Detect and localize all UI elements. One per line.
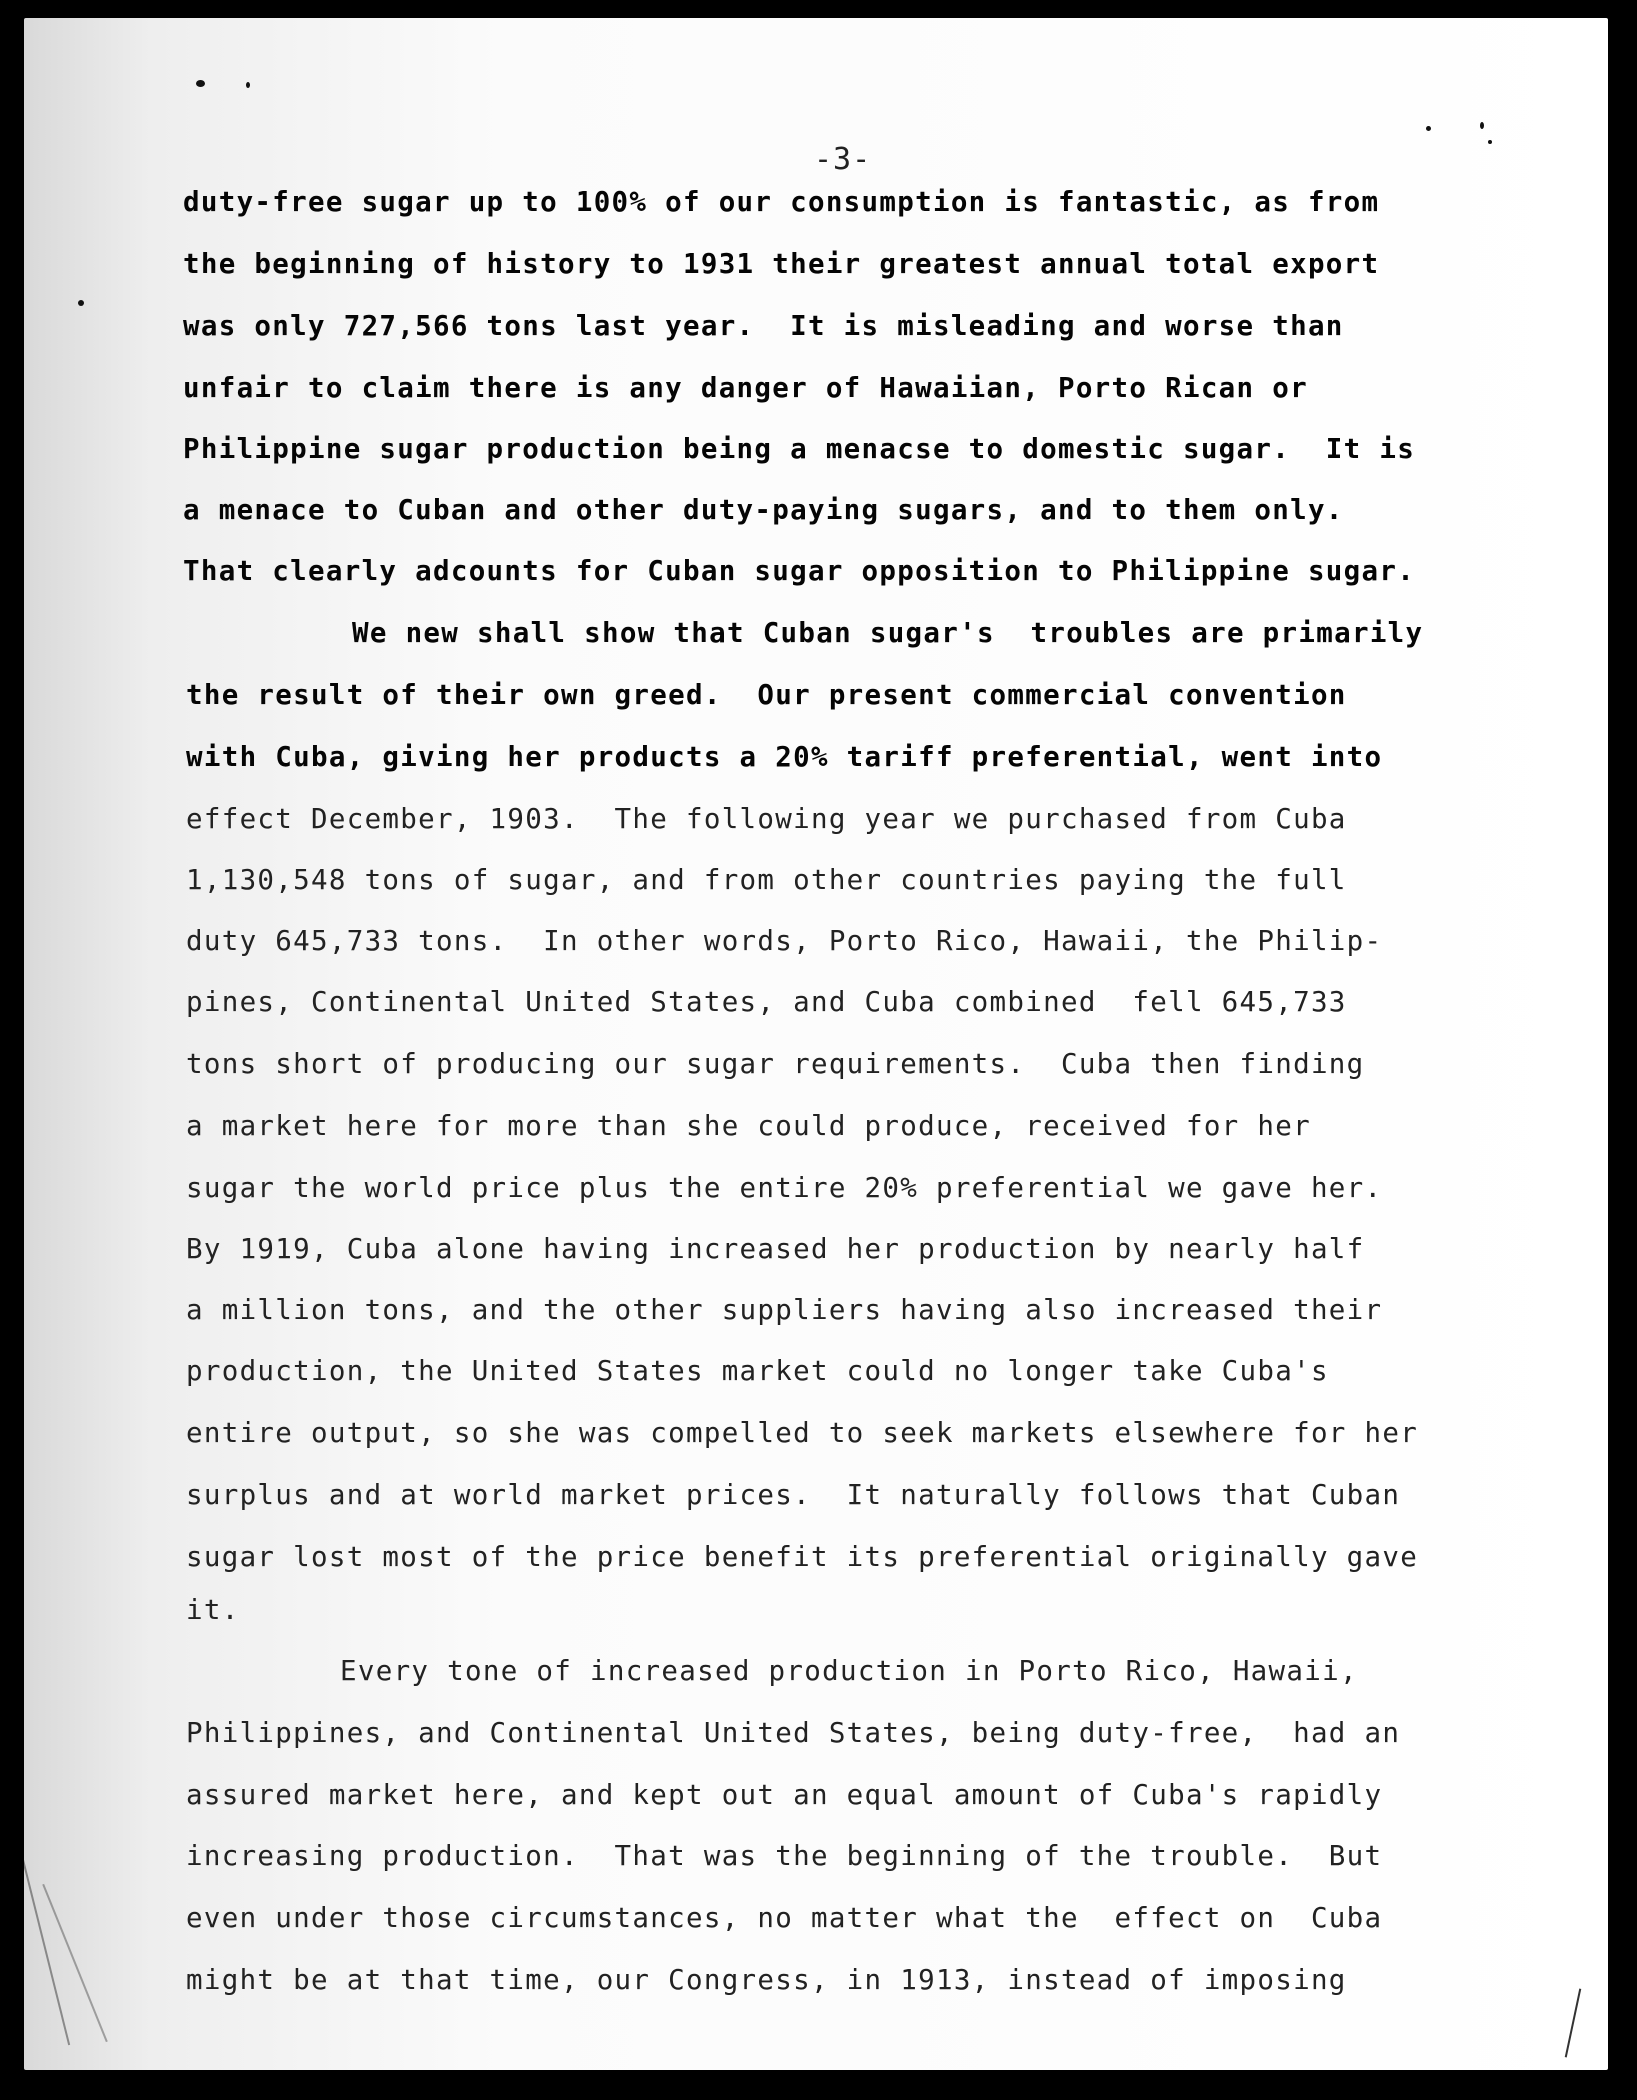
scan-speck xyxy=(1480,122,1484,129)
scan-edge-mark xyxy=(1565,1989,1582,2058)
scan-speck xyxy=(246,82,250,88)
scan-speck xyxy=(196,80,205,87)
text-line: the result of their own greed. Our present commercial convention xyxy=(186,679,1347,711)
text-line: 1,130,548 tons of sugar, and from other countries paying the full xyxy=(186,864,1347,896)
document-page xyxy=(24,18,1608,2070)
text-line: sugar the world price plus the entire 20% preferential we gave her. xyxy=(186,1172,1383,1204)
scan-speck xyxy=(1488,140,1492,144)
text-line: sugar lost most of the price benefit its preferential originally gave xyxy=(186,1541,1419,1573)
scan-speck xyxy=(78,300,84,306)
text-line: entire output, so she was compelled to seek markets elsewhere for her xyxy=(186,1417,1419,1449)
text-line: duty 645,733 tons. In other words, Porto Rico, Hawaii, the Philip- xyxy=(186,925,1383,957)
scan-edge-mark xyxy=(42,1884,108,2042)
text-line: assured market here, and kept out an equal amount of Cuba's rapidly xyxy=(186,1779,1383,1811)
text-line: a menace to Cuban and other duty-paying sugars, and to them only. xyxy=(183,494,1344,526)
text-line: might be at that time, our Congress, in 1913, instead of imposing xyxy=(186,1964,1347,1996)
text-line: Every tone of increased production in Porto Rico, Hawaii, xyxy=(340,1655,1358,1687)
scan-edge-mark xyxy=(24,1851,70,2046)
text-line: tons short of producing our sugar requirements. Cuba then finding xyxy=(186,1048,1365,1080)
text-line: effect December, 1903. The following year we purchased from Cuba xyxy=(186,803,1347,835)
text-line: was only 727,566 tons last year. It is misleading and worse than xyxy=(183,310,1344,342)
text-line: a market here for more than she could produce, received for her xyxy=(186,1110,1311,1142)
text-line: a million tons, and the other suppliers having also increased their xyxy=(186,1294,1383,1326)
text-line: duty-free sugar up to 100% of our consumption is fantastic, as from xyxy=(183,186,1380,218)
text-line: unfair to claim there is any danger of Hawaiian, Porto Rican or xyxy=(183,372,1308,404)
text-line: with Cuba, giving her products a 20% tariff preferential, went into xyxy=(186,741,1383,773)
page-number: -3- xyxy=(814,142,872,177)
text-line: Philippines, and Continental United States, being duty-free, had an xyxy=(186,1717,1401,1749)
text-line: By 1919, Cuba alone having increased her production by nearly half xyxy=(186,1233,1365,1265)
scan-speck xyxy=(1426,126,1431,131)
text-line: increasing production. That was the beginning of the trouble. But xyxy=(186,1840,1383,1872)
text-line: production, the United States market could no longer take Cuba's xyxy=(186,1355,1329,1387)
text-line: surplus and at world market prices. It naturally follows that Cuban xyxy=(186,1479,1401,1511)
text-line: That clearly adcounts for Cuban sugar opposition to Philippine sugar. xyxy=(183,555,1416,587)
text-line: it. xyxy=(186,1594,240,1626)
text-line: the beginning of history to 1931 their greatest annual total export xyxy=(183,248,1380,280)
text-line: even under those circumstances, no matter what the effect on Cuba xyxy=(186,1902,1383,1934)
text-line: Philippine sugar production being a menacse to domestic sugar. It is xyxy=(183,433,1416,465)
text-line: pines, Continental United States, and Cuba combined fell 645,733 xyxy=(186,986,1347,1018)
text-line: We new shall show that Cuban sugar's troubles are primarily xyxy=(352,617,1424,649)
